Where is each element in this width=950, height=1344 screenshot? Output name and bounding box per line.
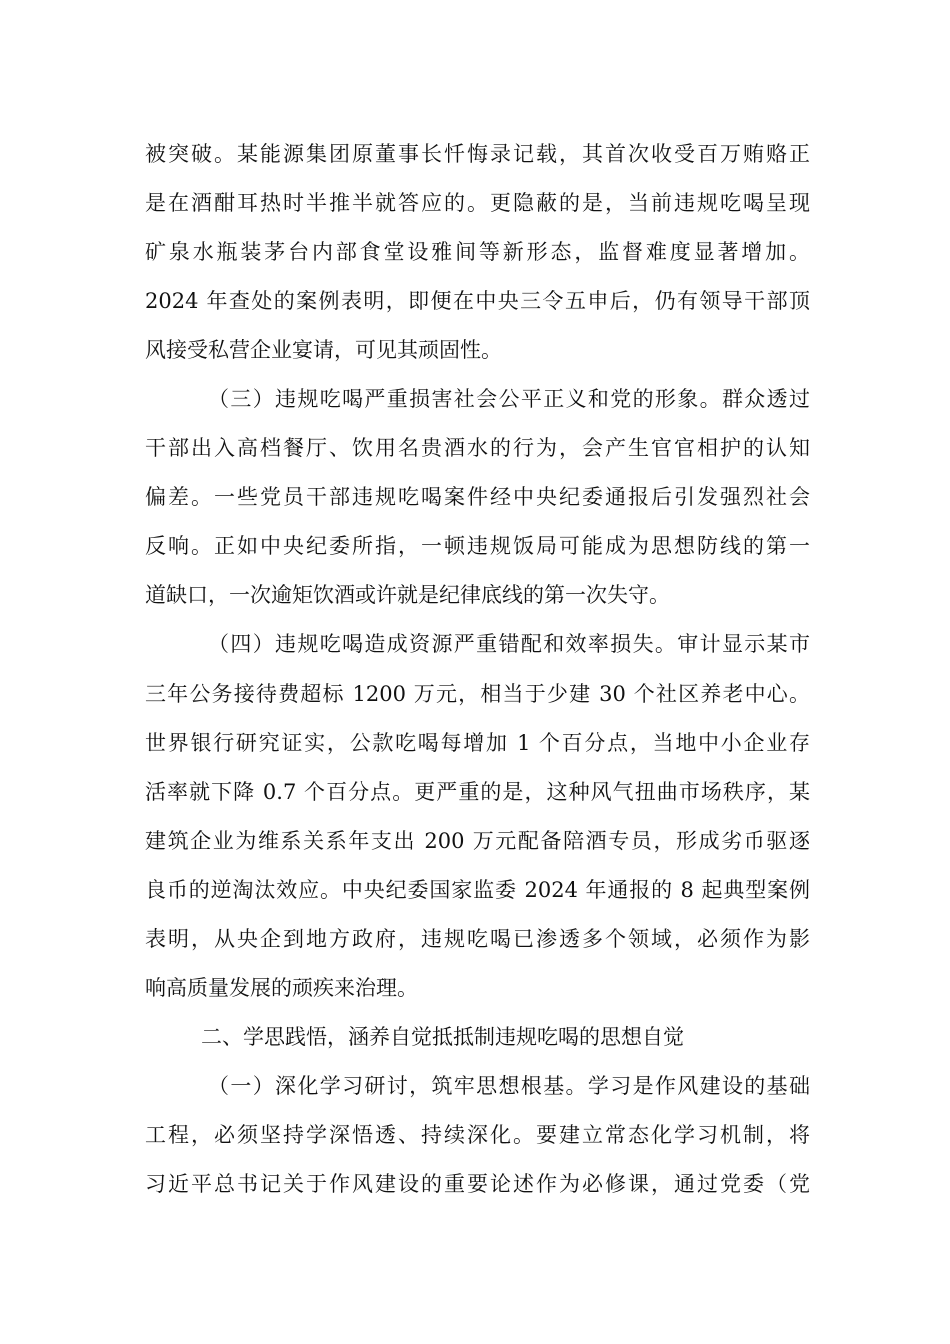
text-line: 世界银行研究证实，公款吃喝每增加 1 个百分点，当地中小企业存	[145, 730, 810, 755]
text-line: 响高质量发展的顽疾来治理。	[145, 975, 418, 1000]
text-line: 被突破。某能源集团原董事长忏悔录记载，其首次收受百万贿赂正	[145, 142, 810, 166]
text-line: 反响。正如中央纪委所指，一顿违规饭局可能成为思想防线的第一	[145, 534, 810, 559]
paragraph-first-line: （三）违规吃喝严重损害社会公平正义和党的形象。群众透过	[208, 387, 810, 412]
text-line: 表明，从央企到地方政府，违规吃喝已渗透多个领域，必须作为影	[145, 926, 810, 951]
text-line: 活率就下降 0.7 个百分点。更严重的是，这种风气扭曲市场秩序，某	[145, 779, 810, 804]
text-line: 工程，必须坚持学深悟透、持续深化。要建立常态化学习机制，将	[145, 1122, 810, 1147]
text-line: 干部出入高档餐厅、饮用名贵酒水的行为，会产生官官相护的认知	[145, 436, 810, 461]
text-line: 2024 年查处的案例表明，即便在中央三令五申后，仍有领导干部顶	[145, 289, 810, 314]
text-line: 习近平总书记关于作风建设的重要论述作为必修课，通过党委（党	[145, 1171, 810, 1196]
text-line: 良币的逆淘汰效应。中央纪委国家监委 2024 年通报的 8 起典型案例	[145, 877, 810, 902]
text-line: 建筑企业为维系关系年支出 200 万元配备陪酒专员，形成劣币驱逐	[145, 828, 810, 853]
paragraph-first-line: （一）深化学习研讨，筑牢思想根基。学习是作风建设的基础	[208, 1073, 810, 1098]
section-heading: 二、学思践悟，涵养自觉抵抵制违规吃喝的思想自觉	[201, 1024, 684, 1049]
text-line: 风接受私营企业宴请，可见其顽固性。	[145, 338, 502, 363]
document-body	[145, 130, 810, 1209]
text-line: 三年公务接待费超标 1200 万元，相当于少建 30 个社区养老中心。	[145, 681, 810, 706]
text-line: 矿泉水瓶装茅台内部食堂设雅间等新形态，监督难度显著增加。	[145, 240, 810, 265]
paragraph-first-line: （四）违规吃喝造成资源严重错配和效率损失。审计显示某市	[208, 632, 810, 657]
text-line: 是在酒酣耳热时半推半就答应的。更隐蔽的是，当前违规吃喝呈现	[145, 191, 810, 216]
text-line: 偏差。一些党员干部违规吃喝案件经中央纪委通报后引发强烈社会	[145, 485, 810, 510]
text-line: 道缺口，一次逾矩饮酒或许就是纪律底线的第一次失守。	[145, 583, 670, 608]
